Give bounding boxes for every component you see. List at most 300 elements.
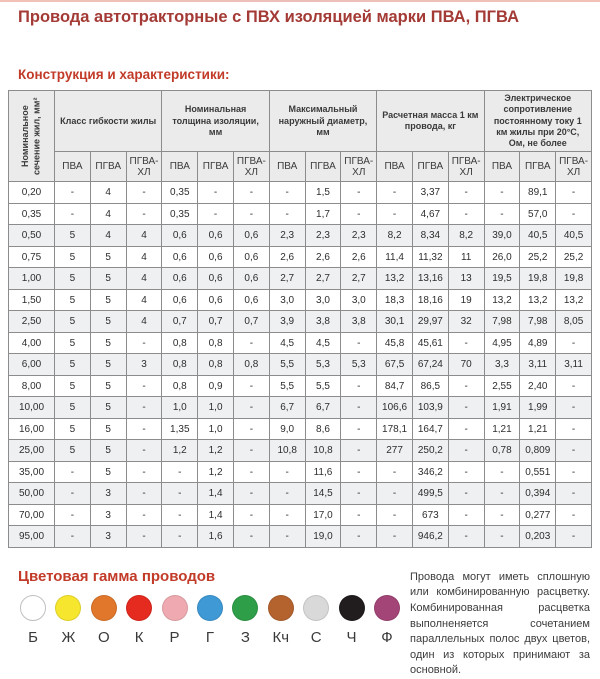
data-cell: 0,7 <box>162 311 198 333</box>
data-cell: 30,1 <box>377 311 413 333</box>
data-cell: - <box>377 483 413 505</box>
data-cell: - <box>233 203 269 225</box>
data-cell: 3 <box>126 354 162 376</box>
data-cell: 32 <box>448 311 484 333</box>
data-cell: - <box>233 526 269 548</box>
data-cell: - <box>162 526 198 548</box>
data-cell: 5,5 <box>269 375 305 397</box>
data-cell: - <box>377 182 413 204</box>
data-cell: - <box>233 461 269 483</box>
data-cell: 40,5 <box>556 225 592 247</box>
data-cell: - <box>341 483 377 505</box>
column-header: ПГВА <box>412 152 448 182</box>
group-header-diameter: Максимальный наружный диаметр, мм <box>269 91 376 152</box>
table-body <box>9 182 592 548</box>
data-cell: - <box>341 461 377 483</box>
table-row <box>9 289 592 311</box>
data-cell: 89,1 <box>520 182 556 204</box>
data-cell: 3,37 <box>412 182 448 204</box>
row-size-cell: 0,35 <box>9 203 55 225</box>
data-cell: 0,8 <box>233 354 269 376</box>
group-header-row <box>9 91 592 152</box>
data-cell: 0,6 <box>162 289 198 311</box>
data-cell: 0,35 <box>162 182 198 204</box>
row-size-cell: 2,50 <box>9 311 55 333</box>
table-row <box>9 311 592 333</box>
data-cell: 39,0 <box>484 225 520 247</box>
data-cell: 5 <box>55 375 91 397</box>
data-cell: 18,16 <box>412 289 448 311</box>
data-cell: - <box>448 461 484 483</box>
data-cell: 45,8 <box>377 332 413 354</box>
data-cell: 2,6 <box>341 246 377 268</box>
color-swatch-yellow <box>53 595 83 646</box>
data-cell: 11,6 <box>305 461 341 483</box>
color-swatch-black <box>337 595 367 646</box>
data-cell: 13,2 <box>520 289 556 311</box>
data-cell: 103,9 <box>412 397 448 419</box>
data-cell: 0,8 <box>162 354 198 376</box>
data-cell: - <box>126 526 162 548</box>
data-cell: 2,55 <box>484 375 520 397</box>
data-cell: 0,6 <box>162 246 198 268</box>
data-cell: 0,7 <box>198 311 234 333</box>
data-cell: 1,4 <box>198 504 234 526</box>
data-cell: - <box>448 182 484 204</box>
data-cell: 4,95 <box>484 332 520 354</box>
row-size-cell: 35,00 <box>9 461 55 483</box>
data-cell: - <box>556 182 592 204</box>
data-cell: 7,98 <box>520 311 556 333</box>
column-header: ПГВА <box>198 152 234 182</box>
data-cell: - <box>162 504 198 526</box>
data-cell: 19,8 <box>556 268 592 290</box>
data-cell: - <box>448 203 484 225</box>
data-cell: - <box>55 483 91 505</box>
data-cell: - <box>162 483 198 505</box>
color-letter: С <box>310 628 322 646</box>
column-header: ПВА <box>377 152 413 182</box>
table-row <box>9 483 592 505</box>
table-row <box>9 268 592 290</box>
data-cell: - <box>556 332 592 354</box>
data-cell: - <box>269 461 305 483</box>
data-cell: 1,2 <box>198 461 234 483</box>
data-cell: 11,4 <box>377 246 413 268</box>
data-cell: 3,11 <box>556 354 592 376</box>
data-cell: - <box>377 504 413 526</box>
data-cell: 9,0 <box>269 418 305 440</box>
data-cell: - <box>341 504 377 526</box>
color-letter: Б <box>28 628 38 646</box>
data-cell: - <box>341 182 377 204</box>
row-size-cell: 70,00 <box>9 504 55 526</box>
data-cell: 0,394 <box>520 483 556 505</box>
data-cell: 946,2 <box>412 526 448 548</box>
data-cell: 84,7 <box>377 375 413 397</box>
row-size-cell: 0,75 <box>9 246 55 268</box>
data-cell: 11 <box>448 246 484 268</box>
data-cell: 0,7 <box>233 311 269 333</box>
data-cell: 3,0 <box>305 289 341 311</box>
row-size-cell: 1,00 <box>9 268 55 290</box>
table-row <box>9 354 592 376</box>
color-swatch-white <box>18 595 48 646</box>
brown-color-dot <box>268 595 294 621</box>
color-letter: Ч <box>346 628 357 646</box>
data-cell: 5 <box>55 311 91 333</box>
data-cell: 2,7 <box>341 268 377 290</box>
color-swatch-violet <box>372 595 402 646</box>
green-color-dot <box>232 595 258 621</box>
column-header: ПВА <box>269 152 305 182</box>
color-swatch-red <box>124 595 154 646</box>
data-cell: - <box>233 397 269 419</box>
data-cell: - <box>556 504 592 526</box>
top-accent-line <box>0 0 600 2</box>
data-cell: 18,3 <box>377 289 413 311</box>
column-header: ПВА <box>55 152 91 182</box>
data-cell: 0,8 <box>198 354 234 376</box>
data-cell: - <box>484 182 520 204</box>
data-cell: 0,8 <box>162 332 198 354</box>
data-cell: 5 <box>90 418 126 440</box>
color-gamma-block <box>8 568 410 679</box>
data-cell: - <box>126 332 162 354</box>
yellow-color-dot <box>55 595 81 621</box>
color-letter: Ж <box>61 628 76 646</box>
color-swatch-gray <box>301 595 331 646</box>
data-cell: 2,6 <box>269 246 305 268</box>
data-cell: - <box>484 504 520 526</box>
data-cell: - <box>269 504 305 526</box>
column-header: ПВА <box>162 152 198 182</box>
table-row <box>9 526 592 548</box>
color-letter: Р <box>169 628 180 646</box>
row-size-cell: 10,00 <box>9 397 55 419</box>
data-cell: 2,6 <box>305 246 341 268</box>
data-cell: 0,6 <box>198 246 234 268</box>
table-row <box>9 246 592 268</box>
data-cell: 0,6 <box>233 268 269 290</box>
data-cell: 17,0 <box>305 504 341 526</box>
data-cell: - <box>341 526 377 548</box>
data-cell: - <box>55 526 91 548</box>
data-cell: 67,5 <box>377 354 413 376</box>
data-cell: - <box>341 375 377 397</box>
table-row <box>9 397 592 419</box>
data-cell: 1,0 <box>198 418 234 440</box>
data-cell: 4,5 <box>305 332 341 354</box>
data-cell: 13 <box>448 268 484 290</box>
data-cell: 1,4 <box>198 483 234 505</box>
data-cell: 5 <box>90 289 126 311</box>
data-cell: 1,2 <box>162 440 198 462</box>
table-row <box>9 440 592 462</box>
data-cell: - <box>556 440 592 462</box>
column-header: ПГВА <box>305 152 341 182</box>
corner-header-cell <box>9 91 55 182</box>
data-cell: 25,2 <box>520 246 556 268</box>
row-size-cell: 95,00 <box>9 526 55 548</box>
data-cell: 19,8 <box>520 268 556 290</box>
data-cell: 8,2 <box>448 225 484 247</box>
data-cell: 4,67 <box>412 203 448 225</box>
data-cell: 19,5 <box>484 268 520 290</box>
row-size-cell: 25,00 <box>9 440 55 462</box>
data-cell: - <box>55 461 91 483</box>
data-cell: 5 <box>55 354 91 376</box>
data-cell: 4 <box>90 225 126 247</box>
table-row <box>9 375 592 397</box>
data-cell: 19 <box>448 289 484 311</box>
data-cell: - <box>556 375 592 397</box>
data-cell: 164,7 <box>412 418 448 440</box>
data-cell: 0,6 <box>198 268 234 290</box>
data-cell: 4 <box>126 311 162 333</box>
data-cell: - <box>484 203 520 225</box>
data-cell: 2,3 <box>269 225 305 247</box>
data-cell: - <box>55 203 91 225</box>
data-cell: 3 <box>90 526 126 548</box>
data-cell: - <box>484 483 520 505</box>
row-size-cell: 0,20 <box>9 182 55 204</box>
bottom-section <box>8 568 592 679</box>
data-cell: - <box>448 397 484 419</box>
data-cell: 0,203 <box>520 526 556 548</box>
data-cell: 346,2 <box>412 461 448 483</box>
data-cell: 3,9 <box>269 311 305 333</box>
data-cell: 3,0 <box>269 289 305 311</box>
data-cell: 5,5 <box>269 354 305 376</box>
data-cell: 1,7 <box>305 203 341 225</box>
data-cell: - <box>448 375 484 397</box>
data-cell: - <box>448 483 484 505</box>
color-swatch-light-blue <box>195 595 225 646</box>
white-color-dot <box>20 595 46 621</box>
data-cell: - <box>556 461 592 483</box>
data-cell: 499,5 <box>412 483 448 505</box>
data-cell: 1,6 <box>198 526 234 548</box>
table-row <box>9 418 592 440</box>
data-cell: - <box>162 461 198 483</box>
data-cell: 5 <box>90 332 126 354</box>
data-cell: 0,35 <box>162 203 198 225</box>
color-swatch-pink <box>160 595 190 646</box>
data-cell: 5 <box>55 440 91 462</box>
column-header: ПГВА <box>90 152 126 182</box>
data-cell: 3,8 <box>305 311 341 333</box>
data-cell: 1,21 <box>520 418 556 440</box>
light-blue-color-dot <box>197 595 223 621</box>
data-cell: - <box>448 526 484 548</box>
data-cell: 8,6 <box>305 418 341 440</box>
data-cell: 7,98 <box>484 311 520 333</box>
corner-header-label: Номинальное сечение жил, мм² <box>20 97 42 175</box>
column-header: ПГВА-ХЛ <box>556 152 592 182</box>
data-cell: - <box>556 418 592 440</box>
data-cell: - <box>233 440 269 462</box>
data-cell: 5 <box>90 397 126 419</box>
data-cell: 673 <box>412 504 448 526</box>
data-cell: 250,2 <box>412 440 448 462</box>
data-cell: - <box>556 483 592 505</box>
table-row <box>9 332 592 354</box>
data-cell: - <box>126 418 162 440</box>
data-cell: 2,7 <box>305 268 341 290</box>
data-cell: 6,7 <box>269 397 305 419</box>
data-cell: - <box>448 504 484 526</box>
table-row <box>9 225 592 247</box>
data-cell: 5 <box>55 418 91 440</box>
data-cell: 3,0 <box>341 289 377 311</box>
column-header: ПГВА-ХЛ <box>448 152 484 182</box>
row-size-cell: 16,00 <box>9 418 55 440</box>
data-cell: 178,1 <box>377 418 413 440</box>
column-header: ПГВА-ХЛ <box>233 152 269 182</box>
data-cell: 8,34 <box>412 225 448 247</box>
data-cell: - <box>126 182 162 204</box>
data-cell: 106,6 <box>377 397 413 419</box>
data-cell: 0,6 <box>198 225 234 247</box>
data-cell: - <box>198 182 234 204</box>
data-cell: 0,6 <box>233 289 269 311</box>
color-letter: К <box>134 628 144 646</box>
data-cell: 10,8 <box>305 440 341 462</box>
data-cell: 1,5 <box>305 182 341 204</box>
data-cell: - <box>484 526 520 548</box>
data-cell: - <box>377 461 413 483</box>
data-cell: 4 <box>126 289 162 311</box>
data-cell: - <box>448 440 484 462</box>
data-cell: - <box>126 504 162 526</box>
data-cell: - <box>269 203 305 225</box>
data-cell: - <box>269 526 305 548</box>
data-cell: - <box>55 182 91 204</box>
data-cell: - <box>448 418 484 440</box>
data-cell: - <box>341 203 377 225</box>
column-header: ПГВА <box>520 152 556 182</box>
spec-table <box>8 90 592 548</box>
page-title: Провода автотракторные с ПВХ изоляцией марки ПВА, ПГВА <box>18 8 519 26</box>
data-cell: 5 <box>55 225 91 247</box>
data-cell: 8,05 <box>556 311 592 333</box>
data-cell: 3,3 <box>484 354 520 376</box>
group-header-resistance: Электрическое сопротивление постоянному току 1 км жилы при 20°С, Ом, не более <box>484 91 591 152</box>
data-cell: 2,3 <box>305 225 341 247</box>
data-cell: 0,78 <box>484 440 520 462</box>
data-cell: - <box>377 526 413 548</box>
data-cell: 277 <box>377 440 413 462</box>
data-cell: - <box>377 203 413 225</box>
group-header-insulation: Номинальная толщина изоляции, мм <box>162 91 269 152</box>
data-cell: 5 <box>55 289 91 311</box>
row-size-cell: 8,00 <box>9 375 55 397</box>
data-cell: - <box>126 203 162 225</box>
table-row <box>9 203 592 225</box>
table-row <box>9 504 592 526</box>
data-cell: 4 <box>126 268 162 290</box>
data-cell: 45,61 <box>412 332 448 354</box>
data-cell: - <box>233 483 269 505</box>
data-cell: 0,277 <box>520 504 556 526</box>
color-note-text: Провода могут иметь сплошную или комбинированную расцветку. Комбинированная расцветка выполненяется сочетанием параллельных полос двух цветов, один из которых принимают за основной. <box>410 570 590 677</box>
data-cell: - <box>341 418 377 440</box>
data-cell: 0,6 <box>233 225 269 247</box>
data-cell: 5 <box>90 268 126 290</box>
data-cell: 3 <box>90 504 126 526</box>
subheader-row <box>9 152 592 182</box>
data-cell: 0,809 <box>520 440 556 462</box>
data-cell: 14,5 <box>305 483 341 505</box>
data-cell: - <box>556 203 592 225</box>
data-cell: - <box>484 461 520 483</box>
data-cell: 13,2 <box>484 289 520 311</box>
group-header-flex-class: Класс гибкости жилы <box>55 91 162 152</box>
red-color-dot <box>126 595 152 621</box>
data-cell: 4,5 <box>269 332 305 354</box>
color-letter: Г <box>205 628 215 646</box>
data-cell: - <box>233 504 269 526</box>
data-cell: 0,6 <box>233 246 269 268</box>
data-cell: 4,89 <box>520 332 556 354</box>
data-cell: 2,40 <box>520 375 556 397</box>
row-size-cell: 4,00 <box>9 332 55 354</box>
color-letter: Ф <box>381 628 393 646</box>
data-cell: 57,0 <box>520 203 556 225</box>
data-cell: 11,32 <box>412 246 448 268</box>
data-cell: - <box>126 397 162 419</box>
black-color-dot <box>339 595 365 621</box>
data-cell: 1,0 <box>198 397 234 419</box>
data-cell: 3 <box>90 483 126 505</box>
data-cell: - <box>556 526 592 548</box>
data-cell: 8,2 <box>377 225 413 247</box>
color-letter: З <box>240 628 250 646</box>
data-cell: 5 <box>55 268 91 290</box>
row-size-cell: 1,50 <box>9 289 55 311</box>
column-header: ПГВА-ХЛ <box>341 152 377 182</box>
data-cell: - <box>126 483 162 505</box>
data-cell: - <box>198 203 234 225</box>
data-cell: - <box>233 418 269 440</box>
data-cell: 19,0 <box>305 526 341 548</box>
color-swatch-orange <box>89 595 119 646</box>
data-cell: 6,7 <box>305 397 341 419</box>
data-cell: 4 <box>126 225 162 247</box>
data-cell: 1,0 <box>162 397 198 419</box>
data-cell: 4 <box>90 182 126 204</box>
data-cell: 0,6 <box>162 268 198 290</box>
data-cell: 3,8 <box>341 311 377 333</box>
data-cell: 0,551 <box>520 461 556 483</box>
table-row <box>9 461 592 483</box>
orange-color-dot <box>91 595 117 621</box>
data-cell: 5 <box>90 354 126 376</box>
gray-color-dot <box>303 595 329 621</box>
color-swatch-green <box>230 595 260 646</box>
data-cell: - <box>233 182 269 204</box>
data-cell: 3,11 <box>520 354 556 376</box>
data-cell: 5 <box>90 311 126 333</box>
data-cell: 67,24 <box>412 354 448 376</box>
data-cell: 5 <box>55 246 91 268</box>
data-cell: 1,99 <box>520 397 556 419</box>
data-cell: 5 <box>55 397 91 419</box>
data-cell: 0,8 <box>162 375 198 397</box>
data-cell: - <box>126 461 162 483</box>
column-header: ПГВА-ХЛ <box>126 152 162 182</box>
